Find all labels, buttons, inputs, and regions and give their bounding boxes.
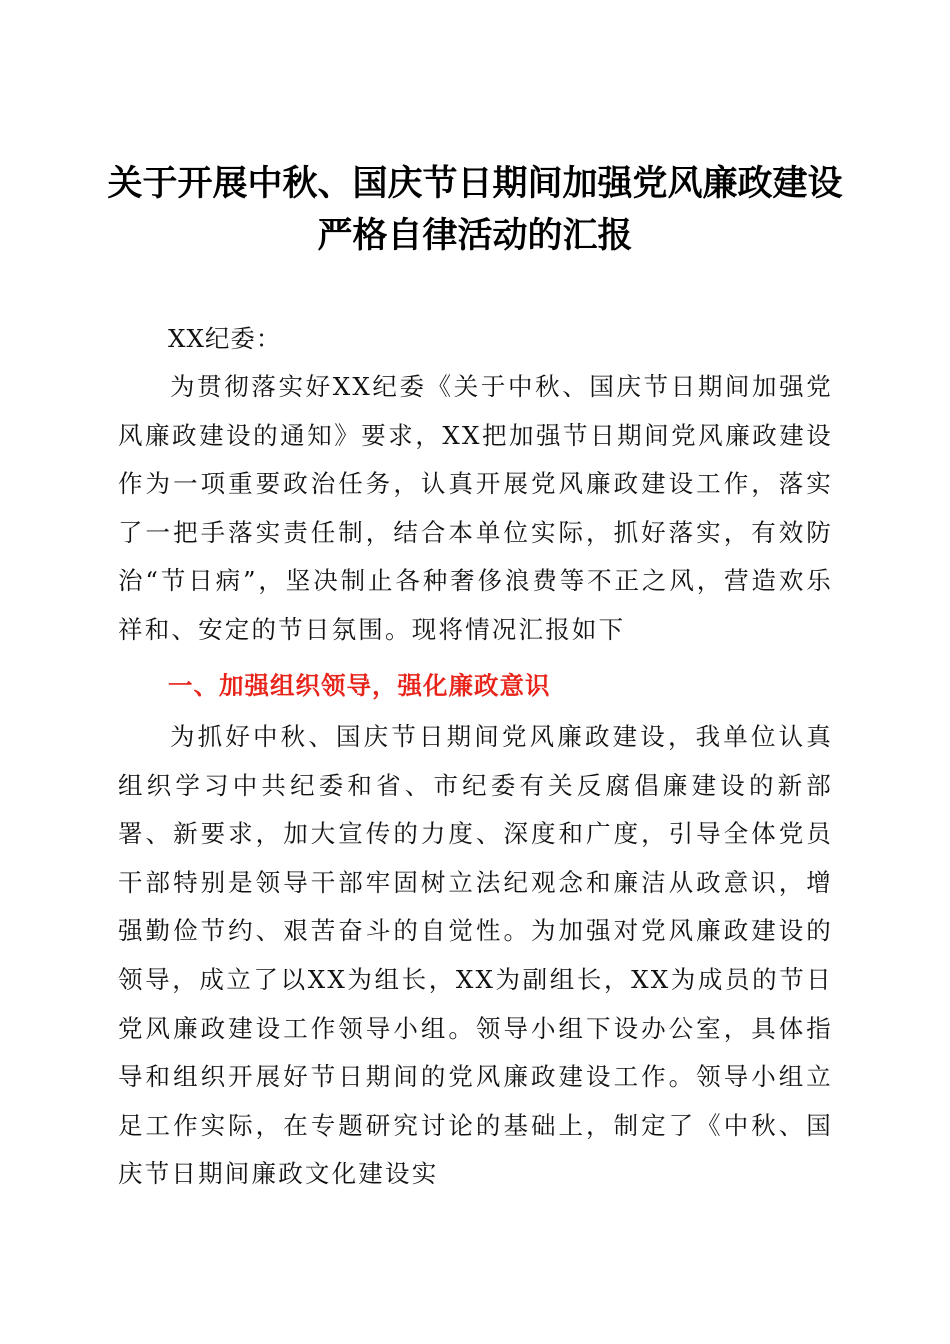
section-heading: 一、加强组织领导，强化廉政意识 — [168, 671, 551, 700]
section-paragraph: 为抓好中秋、国庆节日期间党风廉政建设，我单位认真组织学习中共纪委和省、市纪委有关反腐倡廉建设的新部署、新要求，加大宣传的力度、深度和广度，引导全体党员干部特别是领导干部牢固树立法纪观念和廉洁从政意识，增强勤俭节约、艰苦奋斗的自觉性。为加强对党风廉政建设的领导，成立了以XX为组长，XX为副组长，XX为成员的节日党风廉政建设工作领导小组。领导小组下设办公室，具体指导和组织开展好节日期间的党风廉政建设工作。领导小组立足工作实际，在专题研究讨论的基础上，制定了《中秋、国庆节日期间廉政文化建设实 — [118, 722, 833, 1189]
salutation: XX纪委： — [168, 324, 282, 353]
intro-paragraph: 为贯彻落实好XX纪委《关于中秋、国庆节日期间加强党风廉政建设的通知》要求，XX把加强节日期间党风廉政建设作为一项重要政治任务，认真开展党风廉政建设工作，落实了一把手落实责任制，结合本单位实际，抓好落实，有效防治“节日病”，坚决制止各种奢侈浪费等不正之风，营造欢乐祥和、安定的节日氛围。现将情况汇报如下 — [118, 372, 833, 644]
document-title: 关于开展中秋、国庆节日期间加强党风廉政建设严格自律活动的汇报 — [107, 163, 843, 256]
